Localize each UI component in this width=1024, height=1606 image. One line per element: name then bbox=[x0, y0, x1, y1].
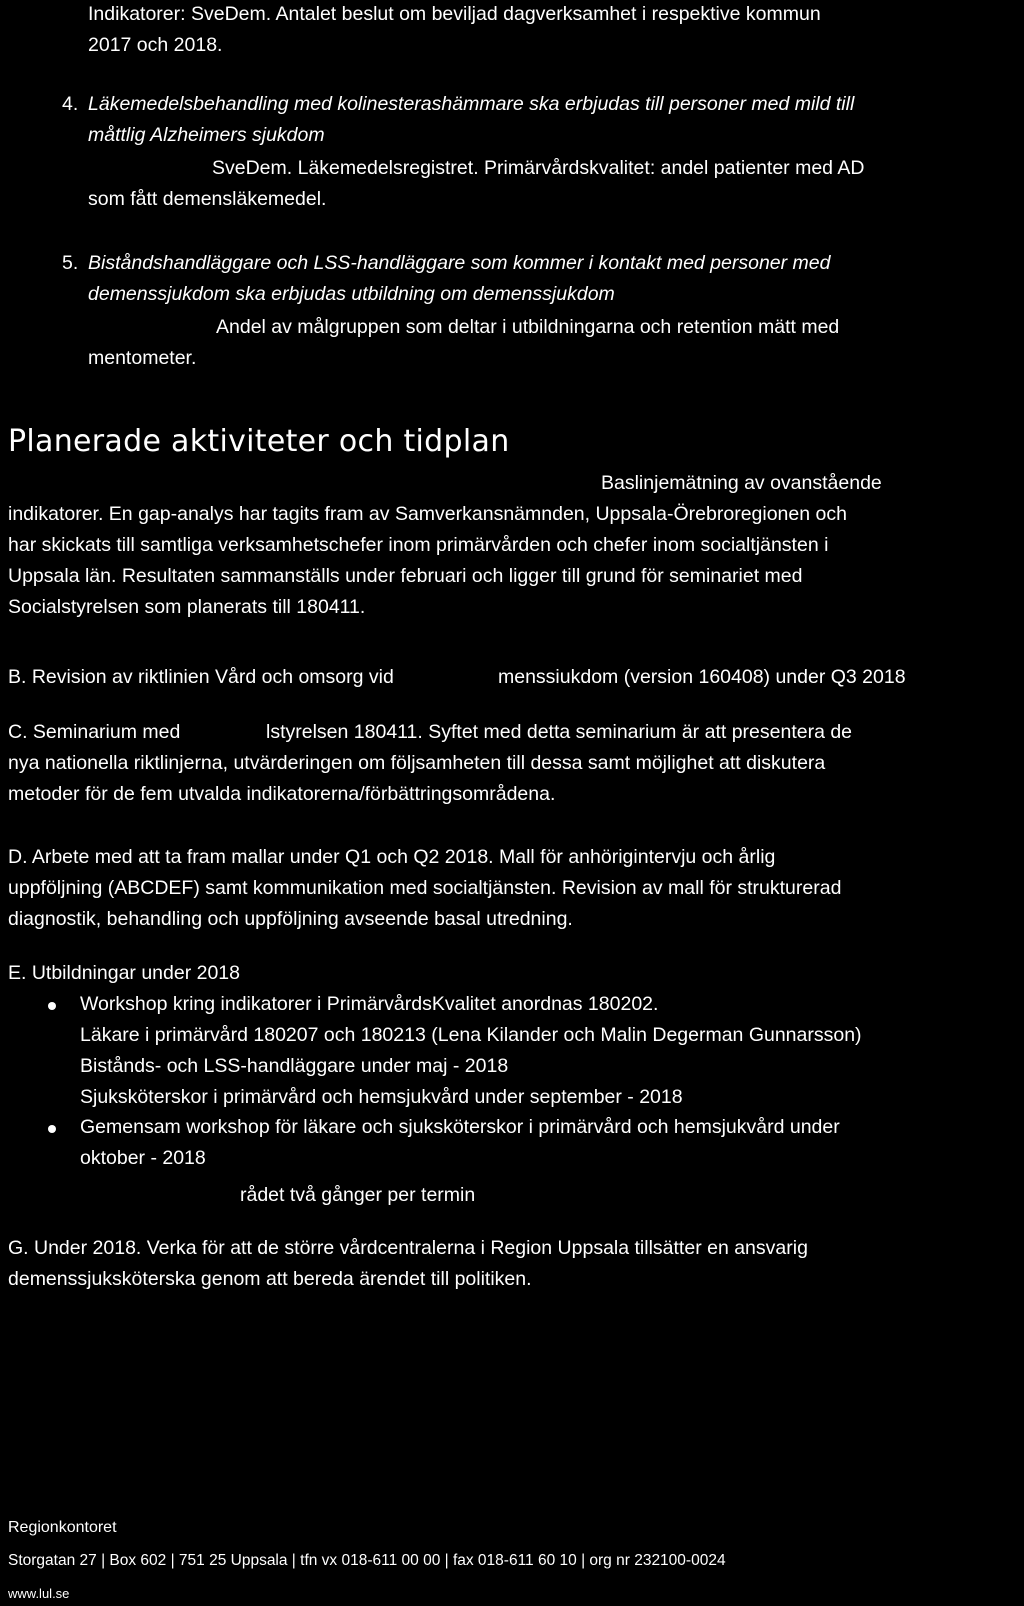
section-a-line-1: Baslinjemätning av ovanstående bbox=[601, 472, 882, 494]
section-b-part-2: menssiukdom (version 160408) under Q3 2018 bbox=[498, 666, 906, 688]
section-d-line-1: D. Arbete med att ta fram mallar under Q1 och Q2 2018. Mall för anhörigintervju och årlig bbox=[8, 846, 776, 868]
footer-web-link[interactable]: www.lul.se bbox=[8, 1586, 70, 1601]
item-5-number: 5. bbox=[62, 252, 79, 274]
item-4-title-line-1: Läkemedelsbehandling med kolinesterashämmare ska erbjudas till personer med mild till bbox=[88, 93, 855, 115]
section-e-bullet-1-line-4: Sjuksköterskor i primärvård och hemsjukvård under september - 2018 bbox=[80, 1086, 683, 1108]
item-5-title-line-1: Biståndshandläggare och LSS-handläggare som kommer i kontakt med personer med bbox=[88, 252, 831, 274]
section-e-bullet-2: Gemensam workshop för läkare och sjuksköterskor i primärvård och hemsjukvård under bbox=[80, 1116, 840, 1138]
section-c-part-1: C. Seminarium med bbox=[8, 721, 181, 743]
section-c-line-2: nya nationella riktlinjerna, utvärderingen om följsamheten till dessa samt möjlighet att diskutera bbox=[8, 752, 826, 774]
item-5-indicator-line-2: mentometer. bbox=[88, 347, 197, 369]
section-a-line-4: Uppsala län. Resultaten sammanställs under februari och ligger till grund för seminariet med bbox=[8, 565, 803, 587]
item-4-indicator-line-1: SveDem. Läkemedelsregistret. Primärvårdskvalitet: andel patienter med AD bbox=[212, 157, 865, 179]
bullet-2 bbox=[48, 1125, 56, 1133]
section-e-bullet-1: Workshop kring indikatorer i PrimärvårdsKvalitet anordnas 180202. bbox=[80, 993, 659, 1015]
section-a-line-5: Socialstyrelsen som planerats till 180411. bbox=[8, 596, 366, 618]
section-c-line-3: metoder för de fem utvalda indikatorerna/förbättringsområdena. bbox=[8, 783, 556, 805]
item-5-title-line-2: demenssjukdom ska erbjudas utbildning om demenssjukdom bbox=[88, 283, 615, 305]
item-4-number: 4. bbox=[62, 93, 79, 115]
section-heading: Planerade aktiviteter och tidplan bbox=[8, 424, 510, 459]
section-f-partial: rådet två gånger per termin bbox=[240, 1184, 476, 1206]
section-g-line-2: demenssjuksköterska genom att bereda ärendet till politiken. bbox=[8, 1268, 532, 1290]
footer-address: Storgatan 27 | Box 602 | 751 25 Uppsala | tfn vx 018-611 00 00 | fax 018-611 60 10 | org nr 232100-0024 bbox=[8, 1552, 726, 1569]
section-e-bullet-2-line-2: oktober - 2018 bbox=[80, 1147, 206, 1169]
intro-line-2: 2017 och 2018. bbox=[88, 34, 223, 56]
section-e-bullet-1-line-3: Bistånds- och LSS-handläggare under maj - 2018 bbox=[80, 1055, 509, 1077]
section-a-line-2: indikatorer. En gap-analys har tagits fram av Samverkansnämnden, Uppsala-Örebroregionen och bbox=[8, 503, 847, 525]
section-e-bullet-1-line-2: Läkare i primärvård 180207 och 180213 (Lena Kilander och Malin Degerman Gunnarsson) bbox=[80, 1024, 862, 1046]
section-e-heading: E. Utbildningar under 2018 bbox=[8, 962, 240, 984]
section-a-line-3: har skickats till samtliga verksamhetschefer inom primärvården och chefer inom socialtjänsten i bbox=[8, 534, 829, 556]
footer-org: Regionkontoret bbox=[8, 1519, 117, 1536]
section-d-line-3: diagnostik, behandling och uppföljning avseende basal utredning. bbox=[8, 908, 573, 930]
bullet-1 bbox=[48, 1002, 56, 1010]
intro-line-1: Indikatorer: SveDem. Antalet beslut om beviljad dagverksamhet i respektive kommun bbox=[88, 3, 821, 25]
item-5-indicator-line-1: Andel av målgruppen som deltar i utbildningarna och retention mätt med bbox=[216, 316, 840, 338]
section-d-line-2: uppföljning (ABCDEF) samt kommunikation med socialtjänsten. Revision av mall för strukturerad bbox=[8, 877, 842, 899]
section-g-line-1: G. Under 2018. Verka för att de större vårdcentralerna i Region Uppsala tillsätter en ansvarig bbox=[8, 1237, 808, 1259]
section-b-part-1: B. Revision av riktlinien Vård och omsorg vid bbox=[8, 666, 394, 688]
section-c-part-2: lstyrelsen 180411. Syftet med detta seminarium är att presentera de bbox=[266, 721, 853, 743]
item-4-indicator-line-2: som fått demensläkemedel. bbox=[88, 188, 327, 210]
item-4-title-line-2: måttlig Alzheimers sjukdom bbox=[88, 124, 325, 146]
